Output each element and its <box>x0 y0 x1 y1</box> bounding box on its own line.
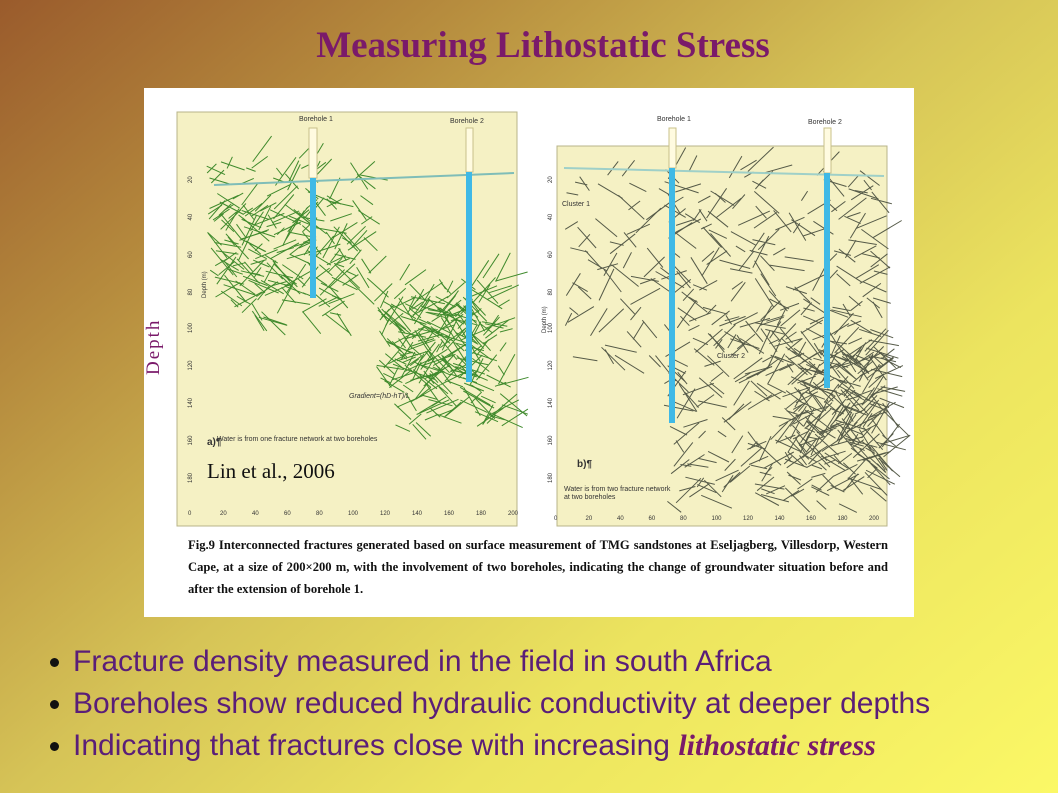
x-tick-label: 40 <box>252 511 259 517</box>
citation: Lin et al., 2006 <box>207 459 335 483</box>
panel-b-label: b)¶ <box>577 459 592 470</box>
bullet-list <box>50 643 930 769</box>
x-tick-label: 140 <box>412 511 423 517</box>
x-tick-label: 120 <box>743 516 754 522</box>
bullet-icon <box>50 700 59 709</box>
x-tick-label: 0 <box>188 511 192 517</box>
x-tick-label: 20 <box>585 516 593 522</box>
y-tick-label: 80 <box>188 288 194 296</box>
y-tick-label: 140 <box>188 397 194 408</box>
y-tick-label: 180 <box>548 472 554 483</box>
fracture-network-figure <box>144 88 914 617</box>
bullet-icon <box>50 742 59 751</box>
bullet-emphasis: lithostatic stress <box>678 729 876 762</box>
x-tick-label: 160 <box>444 511 455 517</box>
x-tick-label: 100 <box>711 516 722 522</box>
y-tick-label: 80 <box>548 288 554 296</box>
x-tick-label: 200 <box>869 516 880 522</box>
x-tick-label: 120 <box>380 511 391 517</box>
y-tick-label: 120 <box>188 360 194 371</box>
y-tick-label: 120 <box>548 360 554 371</box>
panel-b-borehole-2-label: Borehole 2 <box>808 119 842 126</box>
slide-title: Measuring Lithostatic Stress <box>316 25 770 66</box>
x-tick-label: 40 <box>617 516 624 522</box>
panel-a-borehole-2-casing <box>466 128 473 172</box>
y-tick-label: 60 <box>548 251 554 258</box>
panel-b-note-line-2: at two boreholes <box>564 494 616 501</box>
panel-b-cluster-2-label: Cluster 2 <box>717 353 746 360</box>
y-tick-label: 100 <box>548 322 554 333</box>
panel-a-borehole-1-casing <box>309 128 317 178</box>
bullet-item-1 <box>50 643 930 685</box>
panel-b-borehole-1-label: Borehole 1 <box>657 116 691 123</box>
x-tick-label: 60 <box>648 516 656 522</box>
panel-a-borehole-1 <box>310 178 316 298</box>
panel-a-y-axis-label: Depth (m) <box>202 271 208 298</box>
x-tick-label: 200 <box>508 511 519 517</box>
y-tick-label: 40 <box>548 213 554 221</box>
figure-caption: Fig.9 Interconnected fractures generated based on surface measurement of TMG sandstones at Eseljagberg, Villesdorp, Western Cape, at a size of 200×200 m, with the involvement of two boreholes, indicating the change of groundwater situation before and after the extension of borehole 1. <box>188 538 888 596</box>
panel-b-borehole-1-casing <box>669 128 676 168</box>
panel-b-borehole-1 <box>669 168 675 423</box>
panel-a-gradient-text: Gradient=(hD-hT)/L <box>349 393 410 400</box>
panel-a-note: Water is from one fracture network at two boreholes <box>217 436 378 443</box>
panel-b-note-line-1: Water is from two fracture network <box>564 486 671 493</box>
x-tick-label: 100 <box>348 511 359 517</box>
panel-a-label: a)¶ <box>207 437 222 448</box>
y-tick-label: 60 <box>188 251 194 258</box>
x-tick-label: 80 <box>680 516 687 522</box>
fracture-line <box>884 411 910 436</box>
depth-axis-label: Depth <box>143 318 164 375</box>
x-tick-label: 140 <box>774 516 785 522</box>
x-tick-label: 0 <box>554 516 558 522</box>
y-tick-label: 160 <box>188 435 194 446</box>
panel-b-background <box>557 146 887 526</box>
y-tick-label: 140 <box>548 397 554 408</box>
bullet-icon <box>50 658 59 667</box>
x-tick-label: 80 <box>316 511 323 517</box>
panel-b-borehole-2-casing <box>824 128 831 173</box>
x-tick-label: 180 <box>476 511 487 517</box>
panel-a-borehole-1-label: Borehole 1 <box>299 116 333 123</box>
bullet-text: Indicating that fractures close with increasing <box>73 729 679 762</box>
panel-b-y-axis-label: Depth (m) <box>542 306 548 333</box>
bullet-item-2 <box>50 685 930 727</box>
bullet-item-3 <box>50 727 930 769</box>
y-tick-label: 100 <box>188 322 194 333</box>
y-tick-label: 20 <box>548 176 554 183</box>
panel-a-borehole-2 <box>466 172 472 382</box>
y-tick-label: 180 <box>188 472 194 483</box>
bullet-text: Boreholes show reduced hydraulic conductivity at deeper depths <box>73 687 931 720</box>
x-tick-label: 160 <box>806 516 817 522</box>
y-tick-label: 40 <box>188 213 194 221</box>
panel-b-borehole-2 <box>824 173 830 388</box>
y-tick-label: 20 <box>188 176 194 183</box>
x-tick-label: 60 <box>284 511 291 517</box>
panel-b-y-ticks <box>548 176 554 483</box>
panel-a-borehole-2-label: Borehole 2 <box>450 118 484 125</box>
bullet-text: Fracture density measured in the field in south Africa <box>73 645 772 678</box>
x-tick-label: 180 <box>837 516 848 522</box>
y-tick-label: 160 <box>548 435 554 446</box>
fracture-line <box>884 435 911 457</box>
panel-b-cluster-1-label: Cluster 1 <box>562 201 591 208</box>
x-tick-label: 20 <box>220 511 227 517</box>
